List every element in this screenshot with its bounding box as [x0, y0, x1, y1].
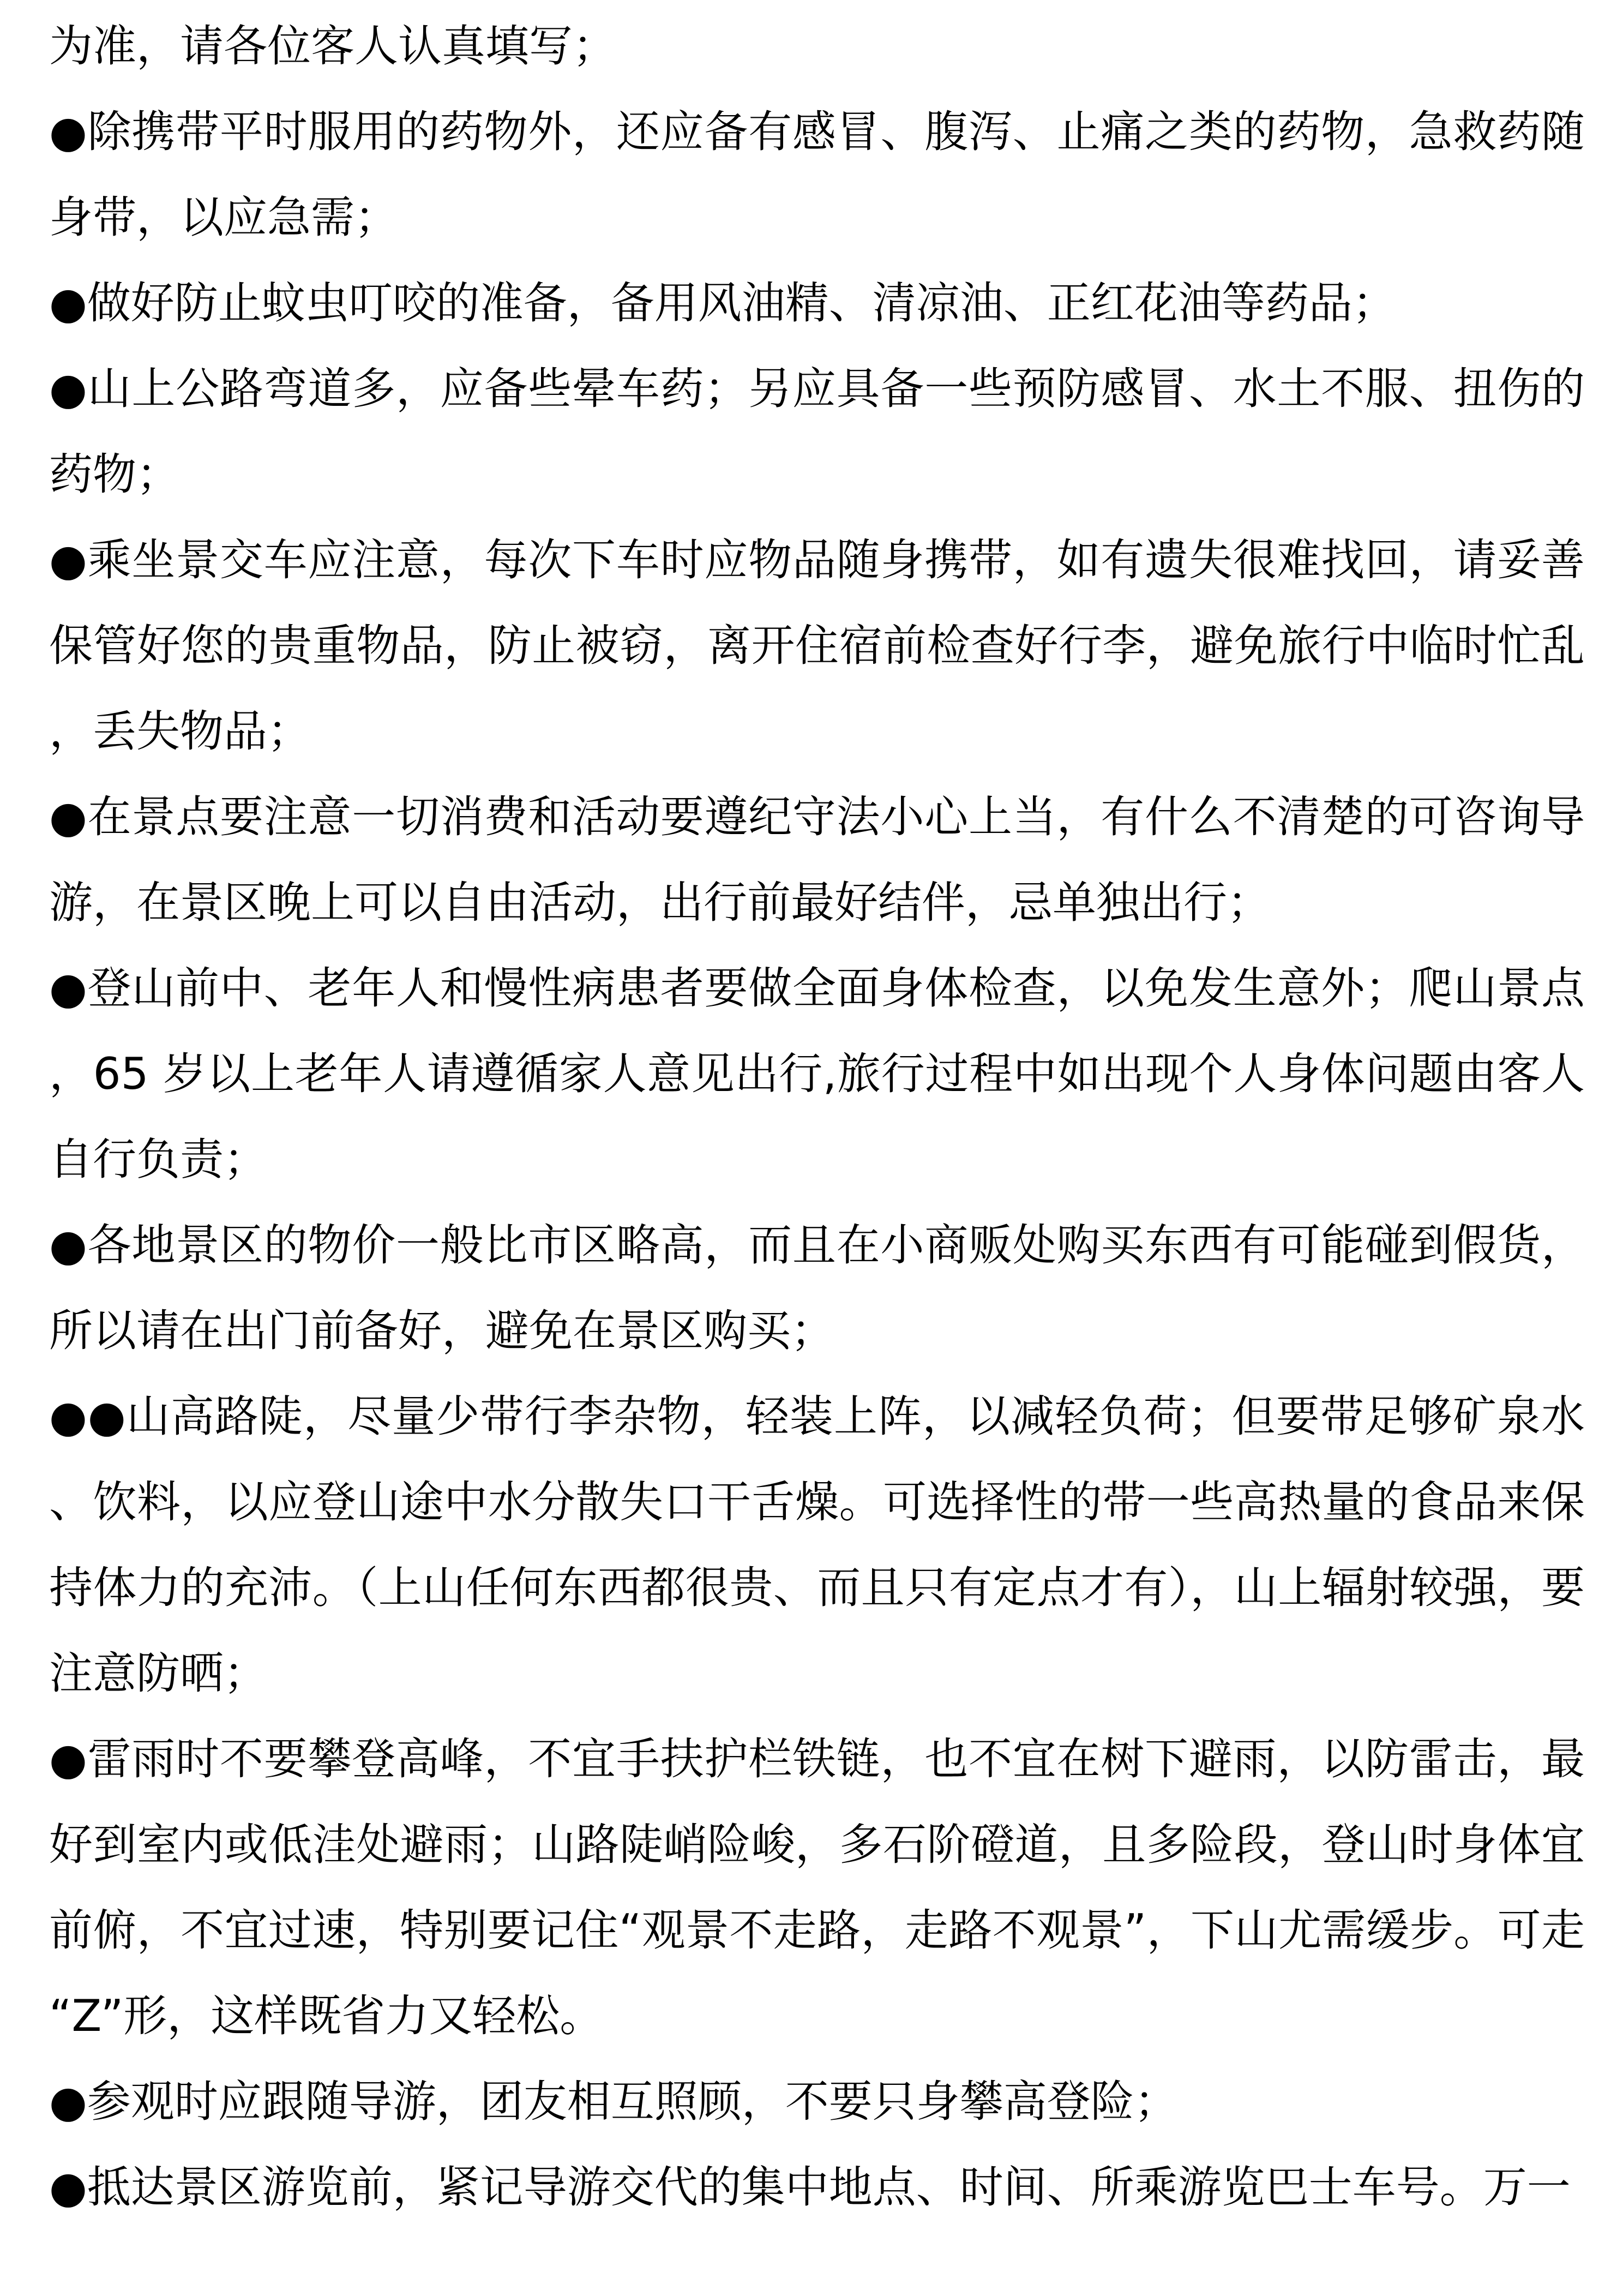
paragraph-mosquito: ●做好防止蚊虫叮咬的准备，备用风油精、清凉油、正红花油等药品；: [49, 278, 1396, 328]
paragraph-form-note: 为准，请各位客人认真填写；: [49, 21, 616, 71]
paragraph-shuttle-bus: ●乘坐景交车应注意，每次下车时应物品随身携带，如有遗失很难找回，请妥善保管好您的贵重物品，防止被窃，离开住宿前检查好行李，避免旅行中临时忙乱，丢失物品；: [49, 535, 1585, 757]
paragraph-motion-sickness: ●山上公路弯道多，应备些晕车药；另应具备一些预防感冒、水土不服、扭伤的药物；: [49, 363, 1585, 500]
paragraph-luggage: ●●山高路陡，尽量少带行李杂物，轻装上阵，以减轻负荷；但要带足够矿泉水、饮料，以应登山途中水分散失口干舌燥。可选择性的带一些高热量的食品来保持体力的充沛。（上山任何东西都很贵、而且只有定点才有），山上辐射较强，要注意防晒；: [49, 1391, 1585, 1699]
paragraph-consumption: ●在景点要注意一切消费和活动要遵纪守法小心上当，有什么不清楚的可咨询导游，在景区晚上可以自由活动，出行前最好结伴，忌单独出行；: [49, 792, 1585, 928]
paragraph-health-check: ●登山前中、老年人和慢性病患者要做全面身体检查，以免发生意外；爬山景点，65 岁以上老年人请遵循家人意见出行,旅行过程中如出现个人身体问题由客人自行负责；: [49, 963, 1585, 1185]
paragraph-meeting-point: ●抵达景区游览前，紧记导游交代的集中地点、时间、所乘游览巴士车号。万一: [49, 2162, 1571, 2213]
paragraph-thunderstorm: ●雷雨时不要攀登高峰，不宜手扶护栏铁链，也不宜在树下避雨，以防雷击，最好到室内或低洼处避雨；山路陡峭险峻，多石阶磴道，且多险段，登山时身体宜前俯，不宜过速，特别要记住“观景不走路，走路不观景”，下山尤需缓步。可走“Z”形，这样既省力又轻松。: [49, 1734, 1585, 2041]
paragraph-follow-guide: ●参观时应跟随导游，团友相互照顾，不要只身攀高登险；: [49, 2076, 1178, 2127]
paragraph-medicine: ●除携带平时服用的药物外，还应备有感冒、腹泻、止痛之类的药物，急救药随身带，以应急需；: [49, 106, 1585, 243]
paragraph-prices: ●各地景区的物价一般比市区略高，而且在小商贩处购买东西有可能碰到假货，所以请在出门前备好，避免在景区购买；: [49, 1220, 1585, 1356]
